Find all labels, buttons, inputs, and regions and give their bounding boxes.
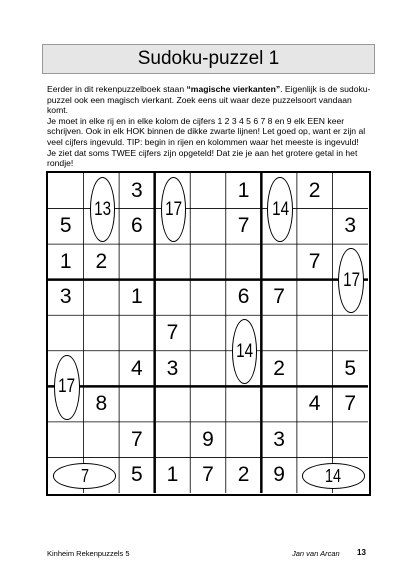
sudoku-cell[interactable] — [119, 386, 155, 422]
sudoku-cell[interactable]: 7 — [237, 214, 250, 238]
sudoku-cell[interactable] — [332, 422, 368, 458]
sudoku-cell[interactable] — [155, 280, 191, 316]
sum-oval-value: 17 — [342, 269, 360, 291]
sum-oval — [161, 177, 187, 242]
sudoku-cell[interactable] — [84, 315, 120, 351]
sudoku-cell[interactable]: 7 — [166, 320, 179, 344]
sudoku-cell[interactable] — [190, 209, 226, 245]
intro-paragraph-1 — [47, 84, 373, 116]
sudoku-cell[interactable] — [332, 315, 368, 351]
sudoku-cell[interactable]: 7 — [202, 463, 214, 487]
sudoku-cell[interactable] — [48, 173, 84, 209]
page-number: 13 — [357, 548, 366, 557]
sum-oval-value: 14 — [271, 198, 289, 220]
sum-oval-value: 7 — [80, 465, 89, 486]
sudoku-cell[interactable] — [155, 386, 191, 422]
sudoku-cell[interactable]: 4 — [131, 356, 143, 380]
sum-oval-value: 17 — [58, 376, 76, 398]
sudoku-cell[interactable] — [226, 422, 262, 458]
intro-p1-start: Eerder in dit rekenpuzzelboek staan — [47, 84, 187, 94]
sudoku-cell[interactable]: 1 — [131, 285, 143, 309]
sudoku-cell[interactable]: 9 — [202, 427, 214, 451]
sudoku-cell[interactable] — [261, 386, 297, 422]
sudoku-cell[interactable] — [297, 280, 333, 316]
sudoku-cell[interactable]: 9 — [273, 463, 285, 487]
sudoku-cell[interactable]: 6 — [131, 214, 143, 238]
sudoku-cell[interactable]: 1 — [237, 178, 250, 202]
intro-paragraph-3: Je ziet dat soms TWEE cijfers zijn opgeteld! Dat zie je aan het grotere getal in het rondje! — [47, 147, 358, 169]
sudoku-cell[interactable]: 7 — [273, 285, 285, 309]
sum-oval — [338, 248, 364, 313]
sudoku-cell[interactable] — [119, 244, 155, 280]
sudoku-cell[interactable] — [297, 209, 333, 245]
sudoku-cell[interactable]: 7 — [344, 392, 357, 416]
sum-oval — [302, 463, 365, 489]
sudoku-cell[interactable] — [48, 422, 84, 458]
sudoku-cell[interactable] — [297, 315, 333, 351]
sum-oval — [53, 463, 116, 489]
sudoku-cell[interactable]: 5 — [344, 356, 357, 380]
sudoku-cell[interactable]: 2 — [95, 249, 108, 273]
sudoku-cell[interactable] — [226, 386, 262, 422]
sudoku-cell[interactable]: 3 — [344, 214, 357, 238]
footer-author: Jan van Arcan — [292, 549, 340, 558]
sum-oval-value: 14 — [325, 465, 342, 486]
sudoku-cell[interactable] — [155, 244, 191, 280]
sudoku-cell[interactable] — [190, 386, 226, 422]
intro-paragraph-2: Je moet in elke rij en in elke kolom de cijfers 1 2 3 4 5 6 7 8 en 9 elk EEN keer schrijven. Ook in elk HOK binnen de dikke zwarte lijnen! Let goed op, want er zijn al veel cijfers ingevuld. TIP: begin in rijen en kolommen waar het meeste is ingevuld! — [47, 115, 366, 147]
sudoku-cell[interactable] — [226, 244, 262, 280]
sudoku-cell[interactable]: 2 — [273, 356, 285, 380]
sudoku-cell[interactable]: 6 — [237, 285, 250, 309]
sudoku-cell[interactable] — [332, 173, 368, 209]
sudoku-cell[interactable] — [119, 315, 155, 351]
sudoku-cell[interactable]: 1 — [166, 463, 179, 487]
sudoku-cell[interactable]: 3 — [131, 178, 143, 202]
sudoku-cell[interactable] — [84, 351, 120, 387]
sudoku-cell[interactable] — [190, 351, 226, 387]
sudoku-cell[interactable] — [261, 315, 297, 351]
sudoku-grid — [46, 171, 371, 496]
sum-oval — [54, 355, 80, 420]
intro-text — [47, 84, 373, 169]
sudoku-cell[interactable] — [190, 173, 226, 209]
sum-oval — [267, 177, 293, 242]
sum-oval-value: 13 — [93, 198, 111, 220]
sudoku-cell[interactable]: 8 — [95, 392, 108, 416]
sum-oval — [90, 177, 116, 242]
sudoku-cell[interactable] — [84, 422, 120, 458]
sudoku-cell[interactable] — [84, 280, 120, 316]
sum-oval-value: 17 — [164, 198, 182, 220]
sudoku-cell[interactable]: 3 — [273, 427, 285, 451]
sudoku-cell[interactable] — [155, 422, 191, 458]
sudoku-cell[interactable] — [190, 244, 226, 280]
sudoku-cell[interactable] — [297, 422, 333, 458]
sudoku-cell[interactable] — [48, 315, 84, 351]
intro-p1-end: . Eigenlijk is de sudoku-puzzel ook een magisch vierkant. Zoek eens uit waar deze puzzelsoort vandaan komt. — [47, 84, 371, 116]
sudoku-cell[interactable]: 2 — [237, 463, 250, 487]
sudoku-cell[interactable]: 3 — [59, 285, 72, 309]
sudoku-cell[interactable]: 2 — [308, 178, 321, 202]
sudoku-cell[interactable]: 7 — [131, 427, 143, 451]
footer-book-title: Kinheim Rekenpuzzels 5 — [47, 549, 130, 558]
sum-oval-value: 14 — [236, 340, 253, 362]
sudoku-cell[interactable]: 1 — [59, 249, 72, 273]
page-title: Sudoku-puzzel 1 — [42, 44, 375, 74]
sudoku-cell[interactable] — [190, 315, 226, 351]
sudoku-cell[interactable]: 7 — [308, 249, 321, 273]
sudoku-cell[interactable]: 5 — [59, 214, 72, 238]
intro-p1-bold: “magische vierkanten” — [186, 84, 281, 94]
sudoku-cell[interactable]: 3 — [166, 356, 179, 380]
sudoku-cell[interactable]: 4 — [308, 392, 321, 416]
sudoku-cell[interactable] — [297, 351, 333, 387]
sudoku-cell[interactable]: 5 — [131, 463, 143, 487]
sudoku-cell[interactable] — [190, 280, 226, 316]
sudoku-cell[interactable] — [261, 244, 297, 280]
